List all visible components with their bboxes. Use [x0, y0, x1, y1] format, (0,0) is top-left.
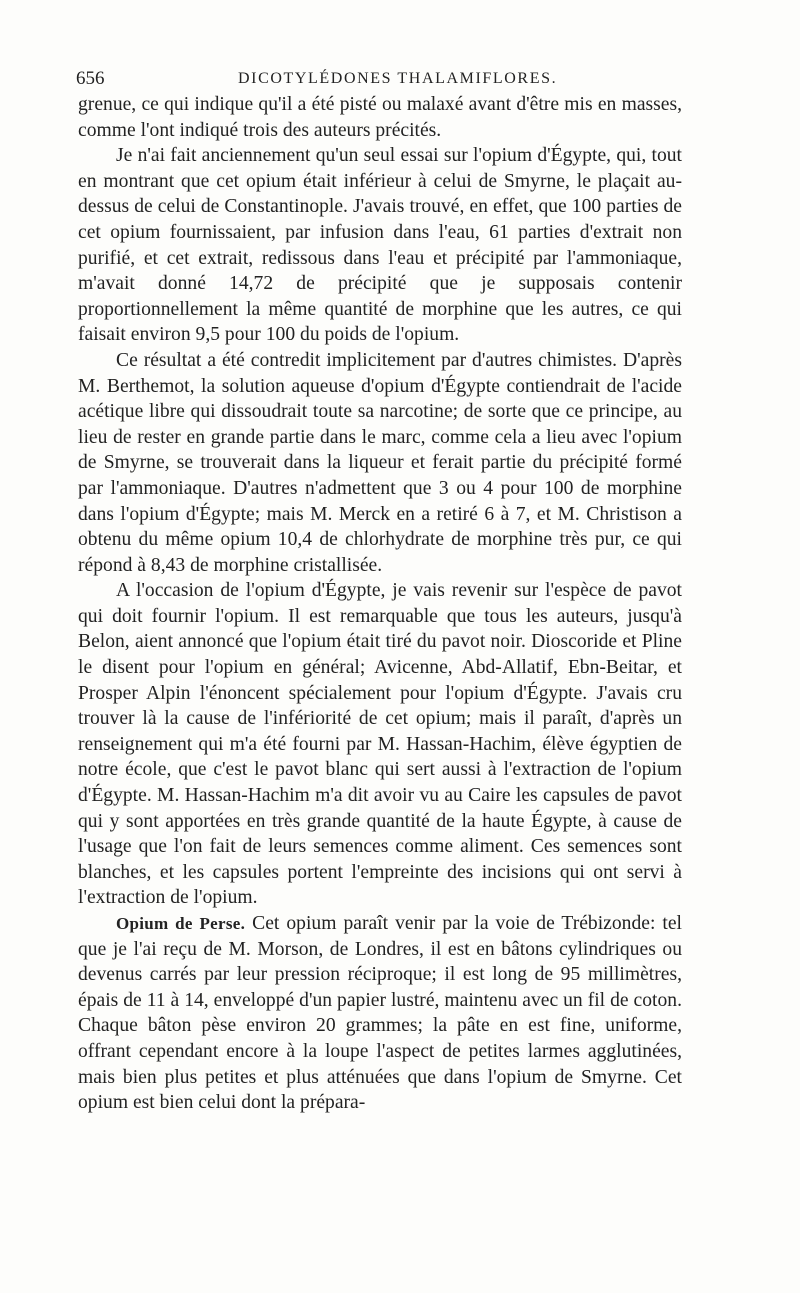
paragraph [78, 911, 682, 1116]
body-text [78, 92, 682, 1116]
paragraph: A l'occasion de l'opium d'Égypte, je vais revenir sur l'espèce de pavot qui doit fournir l'opium. Il est remarquable que tous les auteurs, jusqu'à Belon, aient annoncé que l'opium était tiré du pavot noir. Dioscoride et Pline le disent pour l'opium en général; Avicenne, Abd-Allatif, Ebn-Beitar, et Prosper Alpin l'énoncent spécialement pour l'opium d'Égypte. J'avais cru trouver là la cause de l'infériorité de cet opium; mais il paraît, d'après un renseignement qui m'a été fourni par M. Hassan-Hachim, élève égyptien de notre école, que c'est le pavot blanc qui sert aussi à l'extraction de l'opium d'Égypte. M. Hassan-Hachim m'a dit avoir vu au Caire les capsules de pavot qui y sont apportées en très grande quantité de la haute Égypte, à cause de l'usage que l'on fait de leurs semences comme aliment. Ces semences sont blanches, et les capsules portent l'empreinte des incisions qui ont servi à l'extraction de l'opium. [78, 580, 682, 909]
paragraph: Ce résultat a été contredit implicitement par d'autres chimistes. D'après M. Berthemot, la solution aqueuse d'opium d'Égypte contiendrait de l'acide acétique libre qui dissoudrait toute sa narcotine; de sorte que ce principe, au lieu de rester en grande partie dans le marc, comme cela a lieu avec l'opium de Smyrne, se trouverait dans la liqueur et ferait partie du précipité formé par l'ammoniaque. D'autres n'admettent que 3 ou 4 pour 100 de morphine dans l'opium d'Égypte; mais M. Merck en a retiré 6 à 7, et M. Christison a obtenu du même opium 10,4 de chlorhydrate de morphine très pur, ce qui répond à 8,43 de morphine cristallisée. [78, 349, 682, 576]
page-number: 656 [76, 68, 105, 89]
running-title: DICOTYLÉDONES THALAMIFLORES. [238, 70, 558, 87]
paragraph-text: Cet opium paraît venir par la voie de Trébizonde: tel que je l'ai reçu de M. Morson, de Londres, il est en bâtons cylindriques ou devenus carrés par leur pression réciproque; il est long de 95 millimètres, épais de 11 à 14, enveloppé d'un papier lustré, maintenu avec un fil de coton. Chaque bâton pèse environ 20 grammes; la pâte en est fine, uniforme, offrant cependant encore à la loupe l'aspect de petites larmes agglutinées, mais bien plus petites et plus atténuées que dans l'opium de Smyrne. Cet opium est bien celui dont la prépara- [78, 913, 682, 1114]
section-title: Opium de Perse. [116, 914, 246, 933]
paragraph: grenue, ce qui indique qu'il a été pisté ou malaxé avant d'être mis en masses, comme l'ont indiqué trois des auteurs précités. [78, 94, 682, 141]
paragraph: Je n'ai fait anciennement qu'un seul essai sur l'opium d'Égypte, qui, tout en montrant que cet opium était inférieur à celui de Smyrne, le plaçait au-dessus de celui de Constantinople. J'avais trouvé, en effet, que 100 parties de cet opium fournissaient, par infusion dans l'eau, 61 parties d'extrait non purifié, et cet extrait, redissous dans l'eau et précipité par l'ammoniaque, m'avait donné 14,72 de précipité que je supposais contenir proportionnellement la même quantité de morphine que les autres, ce qui faisait environ 9,5 pour 100 du poids de l'opium. [78, 145, 682, 346]
